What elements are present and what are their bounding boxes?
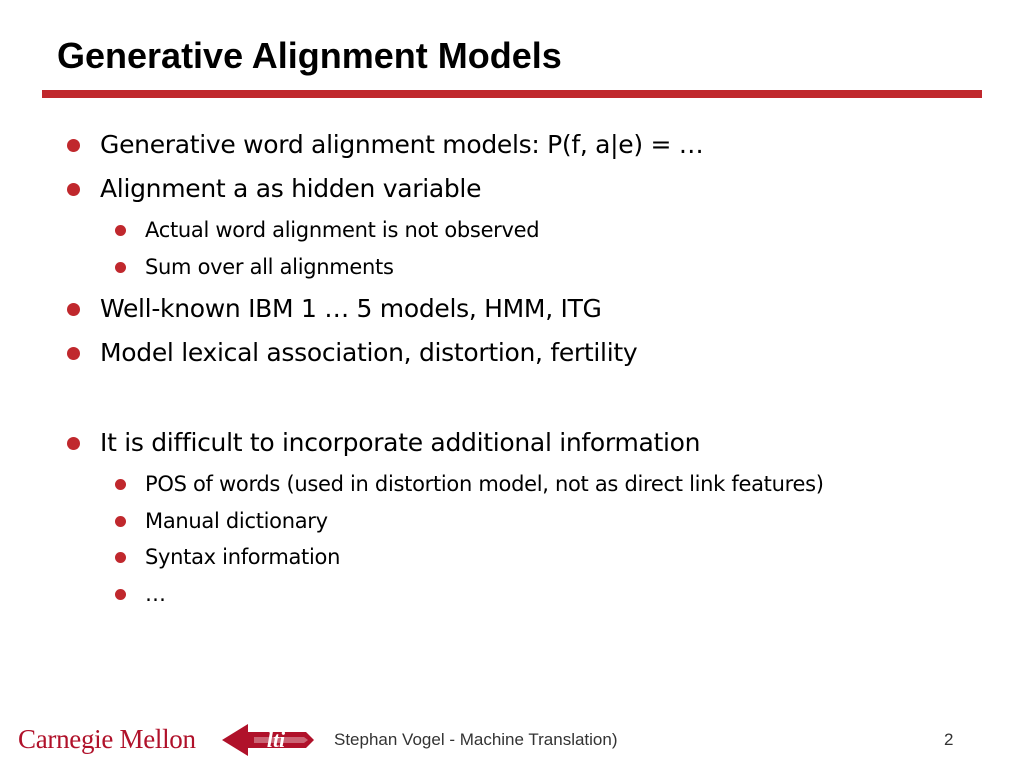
bullet-dot-icon xyxy=(67,437,80,450)
bullet-item xyxy=(100,292,602,326)
lti-logo-text: lti xyxy=(266,727,286,752)
bullet-text: Model lexical association, distortion, fertility xyxy=(100,338,638,367)
sub-bullet-item xyxy=(145,543,340,571)
sub-bullet-text: Sum over all alignments xyxy=(145,255,394,279)
bullet-dot-icon xyxy=(67,183,80,196)
bullet-dot-icon xyxy=(115,552,126,563)
sub-bullet-item xyxy=(145,507,328,535)
bullet-dot-icon xyxy=(115,589,126,600)
sub-bullet-item xyxy=(145,580,166,608)
sub-bullet-text: … xyxy=(145,582,166,606)
sub-bullet-item xyxy=(145,216,539,244)
footer-author: Stephan Vogel - Machine Translation) xyxy=(334,730,618,749)
sub-bullet-text: Manual dictionary xyxy=(145,509,328,533)
sub-bullet-text: Syntax information xyxy=(145,545,341,569)
slide-title: Generative Alignment Models xyxy=(57,35,562,76)
bullet-item xyxy=(100,128,703,162)
bullet-item xyxy=(100,172,481,206)
logo-wordmark: Carnegie Mellon xyxy=(18,724,196,754)
bullet-dot-icon xyxy=(115,516,126,527)
bullet-dot-icon xyxy=(115,262,126,273)
sub-bullet-item xyxy=(145,253,394,281)
bullet-dot-icon xyxy=(115,225,126,236)
bullet-item xyxy=(100,336,637,370)
bullet-dot-icon xyxy=(67,139,80,152)
sub-bullet-text: POS of words (used in distortion model, not as direct link features) xyxy=(145,472,824,496)
bullet-item xyxy=(100,426,700,460)
lti-logo-icon xyxy=(218,721,316,759)
bullet-text: Alignment a as hidden variable xyxy=(100,174,482,203)
bullet-text: It is difficult to incorporate additional information xyxy=(100,428,701,457)
bullet-dot-icon xyxy=(67,303,80,316)
bullet-dot-icon xyxy=(67,347,80,360)
bullet-text: Well-known IBM 1 … 5 models, HMM, ITG xyxy=(100,294,602,323)
bullet-text: Generative word alignment models: P(f, a|e) = … xyxy=(100,130,704,159)
sub-bullet-item xyxy=(145,470,824,498)
page-number: 2 xyxy=(944,730,954,749)
bullet-dot-icon xyxy=(115,479,126,490)
sub-bullet-text: Actual word alignment is not observed xyxy=(145,218,540,242)
